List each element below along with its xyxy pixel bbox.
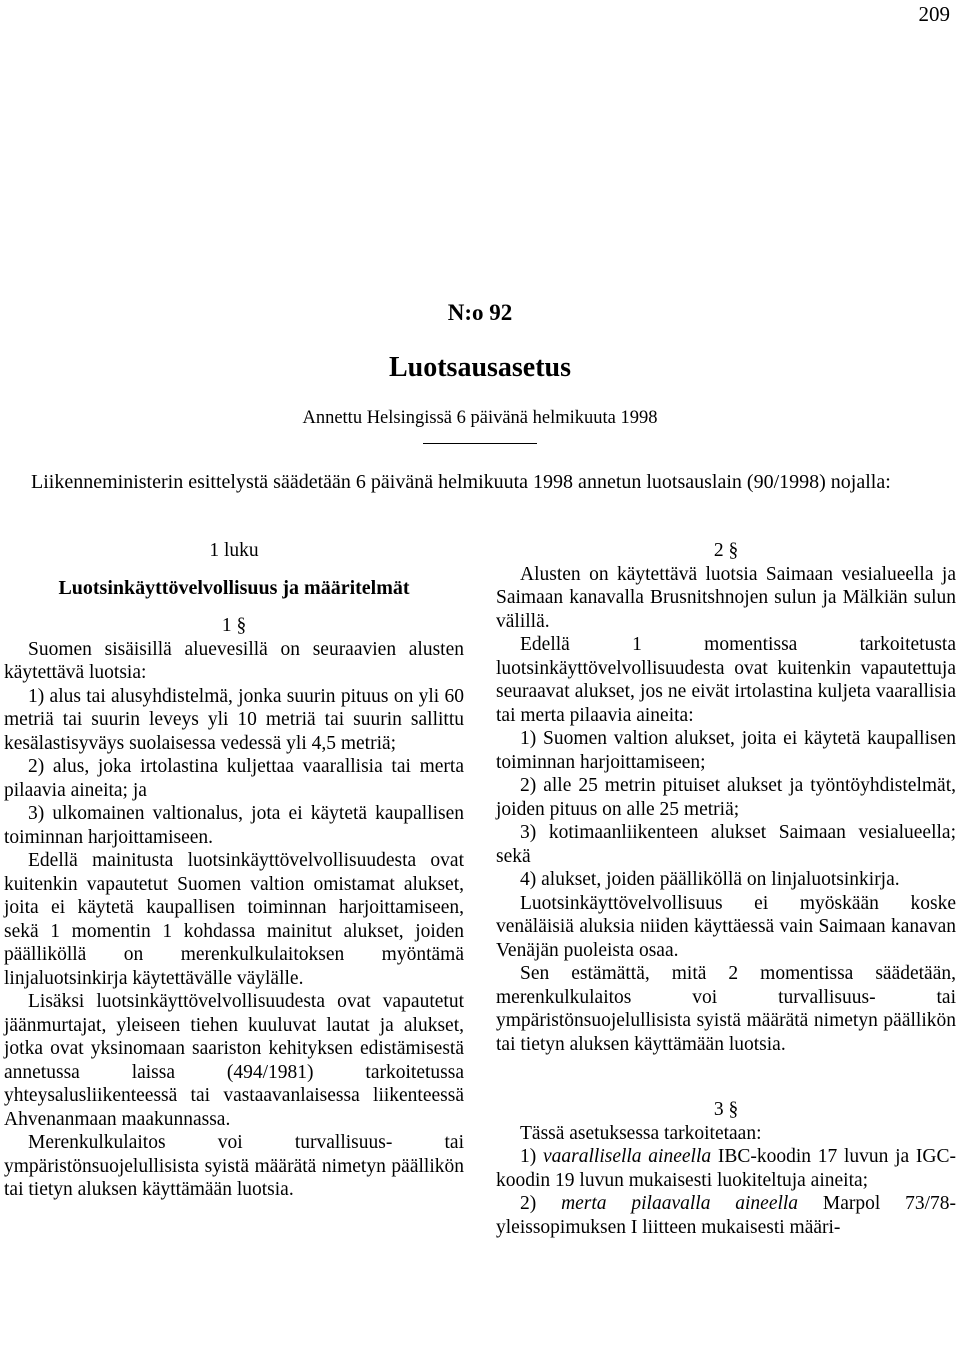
left-column: [4, 539, 464, 1202]
paragraph: Tässä asetuksessa tarkoitetaan:: [520, 1122, 762, 1144]
paragraph: 2) alus, joka irtolastina kuljettaa vaarallisia tai merta pilaavia aineita; ja: [4, 756, 464, 801]
document-title: Luotsausasetus: [388, 352, 572, 383]
divider: [423, 443, 537, 444]
paragraph: 2) alle 25 metrin pituiset alukset ja työntöyhdistelmät, joiden pituus on alle 25 metriä;: [496, 775, 956, 820]
definition-item: [496, 1145, 956, 1192]
definition-item: [496, 1192, 956, 1239]
paragraph: Luotsinkäyttövelvollisuus ei myöskään koske venäläisiä aluksia niiden käyttäessä vain Saimaan kanavan Venäjän puoleista osaa.: [496, 892, 956, 961]
paragraph: 4) alukset, joiden päälliköllä on linjaluotsinkirja.: [520, 869, 900, 890]
right-column: [496, 539, 956, 1239]
section-1-heading: 1 §: [221, 615, 247, 636]
paragraph: Lisäksi luotsinkäyttövelvollisuudesta ovat vapautetut jäänmurtajat, yleiseen tiehen kuuluvat lautat ja alukset, jotka ovat yksinomaan saariston kehityksen edistämisestä annetussa laissa (494/1981) tarkoitetussa yhteysalusliikenteessä tai vastaavanlaisessa liikenteessä Ahvenanmaan maakunnassa.: [4, 991, 464, 1130]
item-number: 2): [520, 1193, 562, 1214]
page-number: 209: [918, 2, 950, 26]
paragraph: Sen estämättä, mitä 2 momentissa säädetään, merenkulkulaitos voi turvallisuus- tai ympäristönsuojelullisista syistä määrätä nimetyn päällikön tai tietyn aluksen käyttämään luotsia.: [496, 963, 956, 1055]
paragraph: 3) ulkomainen valtionalus, jota ei käytetä kaupallisen toiminnan harjoittamiseen.: [4, 803, 464, 848]
defined-term: vaarallisella aineella: [542, 1146, 712, 1167]
section-3-heading: 3 §: [713, 1099, 739, 1120]
paragraph: Alusten on käytettävä luotsia Saimaan vesialueella ja Saimaan kanavalla Brusnitshnojen sulun ja Mälkiän sulun välillä.: [496, 563, 956, 632]
chapter-number: 1 luku: [209, 540, 259, 561]
paragraph: Suomen sisäisillä aluevesillä on seuraavien alusten käytettävä luotsia:: [4, 638, 464, 683]
paragraph: Merenkulkulaitos voi turvallisuus- tai ympäristönsuojelullisista syistä määrätä nimetyn päällikön tai tietyn aluksen käyttämään luotsia.: [4, 1132, 464, 1200]
defined-term: merta pilaavalla aineella: [561, 1193, 799, 1214]
section-2-heading: 2 §: [713, 540, 739, 561]
paragraph: 1) alus tai alusyhdistelmä, jonka suurin pituus on yli 60 metriä tai suurin leveys yli 10 metriä tai suurin sallittu kesälastisyväys suolaisessa vedessä yli 4,5 metriä;: [4, 685, 464, 754]
paragraph: Edellä mainitusta luotsinkäyttövelvollisuudesta ovat kuitenkin vapautetut Suomen valtion omistamat alukset, joita ei käytetä kaupallisen toiminnan harjoittamiseen, sekä 1 momentin 1 kohdassa mainitut alukset, joiden päälliköllä on merenkulkulaitoksen myöntämä linjaluotsinkirja käytettävälle väylälle.: [4, 850, 464, 989]
paragraph: 1) Suomen valtion alukset, joita ei käytetä kaupallisen toiminnan harjoittamiseen;: [496, 728, 956, 773]
paragraph: Edellä 1 momentissa tarkoitetusta luotsinkäyttövelvollisuudesta ovat kuitenkin vapautettuja seuraavat alukset, jos ne eivät irtolastina kuljeta vaarallisia tai merta pilaavia aineita:: [496, 634, 956, 726]
date-line: Annettu Helsingissä 6 päivänä helmikuuta 1998: [302, 408, 658, 428]
paragraph: 3) kotimaanliikenteen alukset Saimaan vesialueella; sekä: [496, 822, 956, 867]
item-number: 1): [520, 1146, 543, 1167]
preamble: Liikenneministerin esittelystä säädetään 6 päivänä helmikuuta 1998 annetun luotsauslain (90/1998) nojalla:: [31, 471, 891, 493]
definition-text: IBC-koodin 17 luvun ja IGC-koodin 19 luvun mukaisesti luokiteltuja aineita;: [496, 1146, 957, 1191]
chapter-title: Luotsinkäyttövelvollisuus ja määritelmät: [58, 576, 410, 599]
document-number: N:o 92: [447, 300, 513, 325]
definition-text: Marpol 73/78-yleissopimuksen I liitteen mukaisesti määri-: [496, 1193, 956, 1238]
